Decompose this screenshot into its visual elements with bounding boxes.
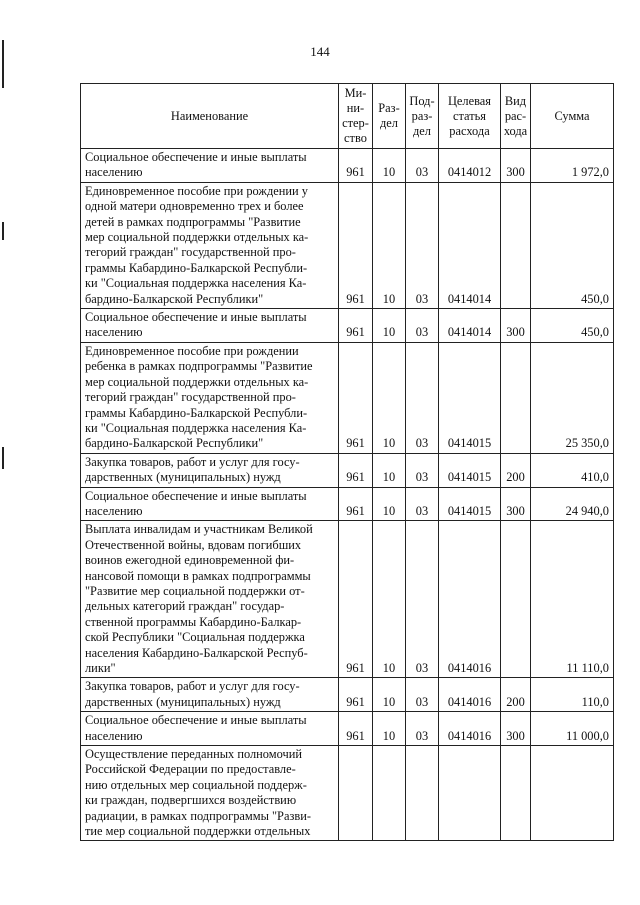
cell-section: 10 [373, 453, 406, 487]
cell-subsection: 03 [406, 309, 439, 343]
cell-target: 0414015 [439, 453, 501, 487]
page-number: 144 [310, 44, 330, 59]
cell-type [501, 182, 531, 308]
cell-subsection: 03 [406, 678, 439, 712]
cell-sum: 24 940,0 [531, 487, 614, 521]
cell-ministry: 961 [339, 309, 373, 343]
cell-ministry: 961 [339, 182, 373, 308]
cell-section: 10 [373, 521, 406, 678]
cell-subsection: 03 [406, 149, 439, 183]
table-row [81, 453, 614, 487]
cell-sum: 110,0 [531, 678, 614, 712]
cell-sum: 11 000,0 [531, 712, 614, 746]
cell-name: Социальное обеспечение и иные выплаты населению [81, 149, 339, 183]
cell-name: Социальное обеспечение и иные выплаты населению [81, 309, 339, 343]
cell-type [501, 521, 531, 678]
table-row [81, 746, 614, 841]
header-subsection: Под- раз- дел [406, 84, 439, 149]
cell-section: 10 [373, 487, 406, 521]
cell-ministry: 961 [339, 678, 373, 712]
cell-section: 10 [373, 342, 406, 453]
cell-name: Единовременное пособие при рождении у одной матери одновременно трех и более детей в рамках подпрограммы "Развитие мер социальной поддержки отдельных ка- тегорий граждан" государственной про- граммы Кабардино-Балкарской Республи- ки "Социальная поддержка населения Ка- бардино-Балкарской Республики" [81, 182, 339, 308]
cell-type: 300 [501, 487, 531, 521]
table-row [81, 521, 614, 678]
cell-target [439, 746, 501, 841]
cell-type: 200 [501, 453, 531, 487]
cell-sum: 25 350,0 [531, 342, 614, 453]
table-header-row [81, 84, 614, 149]
cell-ministry: 961 [339, 712, 373, 746]
cell-name: Закупка товаров, работ и услуг для госу- дарственных (муниципальных) нужд [81, 678, 339, 712]
cell-sum: 450,0 [531, 309, 614, 343]
cell-ministry: 961 [339, 521, 373, 678]
cell-target: 0414016 [439, 712, 501, 746]
cell-subsection: 03 [406, 487, 439, 521]
cell-ministry: 961 [339, 487, 373, 521]
cell-ministry: 961 [339, 149, 373, 183]
cell-sum: 450,0 [531, 182, 614, 308]
table-row [81, 182, 614, 308]
budget-table [80, 83, 614, 841]
cell-type: 300 [501, 149, 531, 183]
cell-section: 10 [373, 678, 406, 712]
cell-sum: 410,0 [531, 453, 614, 487]
cell-type [501, 342, 531, 453]
cell-sum [531, 746, 614, 841]
header-ministry: Ми- ни- стер- ство [339, 84, 373, 149]
header-name: Наименование [81, 84, 339, 149]
cell-section [373, 746, 406, 841]
cell-subsection: 03 [406, 712, 439, 746]
cell-subsection: 03 [406, 182, 439, 308]
table-row [81, 487, 614, 521]
cell-name: Закупка товаров, работ и услуг для госу- дарственных (муниципальных) нужд [81, 453, 339, 487]
margin-mark [2, 447, 4, 469]
cell-target: 0414012 [439, 149, 501, 183]
cell-type: 300 [501, 309, 531, 343]
cell-subsection: 03 [406, 342, 439, 453]
cell-ministry: 961 [339, 453, 373, 487]
cell-ministry: 961 [339, 342, 373, 453]
cell-name: Социальное обеспечение и иные выплаты населению [81, 712, 339, 746]
cell-name: Выплата инвалидам и участникам Великой Отечественной войны, вдовам погибших воинов ежегодной единовременной фи- нансовой помощи в рамках подпрограммы "Развитие мер социальной поддержки от- дельных категорий граждан" государ- ственной программы Кабардино-Балкар- ской Республики "Социальная поддержка населения Кабардино-Балкарской Респуб- лики" [81, 521, 339, 678]
header-target: Целевая статья расхода [439, 84, 501, 149]
cell-section: 10 [373, 182, 406, 308]
cell-subsection [406, 746, 439, 841]
cell-sum: 11 110,0 [531, 521, 614, 678]
cell-subsection: 03 [406, 453, 439, 487]
table-row [81, 342, 614, 453]
cell-target: 0414015 [439, 342, 501, 453]
cell-subsection: 03 [406, 521, 439, 678]
header-sum: Сумма [531, 84, 614, 149]
cell-target: 0414014 [439, 182, 501, 308]
cell-type: 200 [501, 678, 531, 712]
cell-name: Единовременное пособие при рождении ребенка в рамках подпрограммы "Развитие мер социальной поддержки отдельных ка- тегорий граждан" государственной про- граммы Кабардино-Балкарской Республи- ки "Социальная поддержка населения Ка- бардино-Балкарской Республики" [81, 342, 339, 453]
cell-target: 0414014 [439, 309, 501, 343]
cell-target: 0414016 [439, 521, 501, 678]
header-type: Вид рас- хода [501, 84, 531, 149]
cell-ministry [339, 746, 373, 841]
cell-section: 10 [373, 149, 406, 183]
table-row [81, 678, 614, 712]
table-row [81, 712, 614, 746]
cell-type [501, 746, 531, 841]
margin-mark [2, 222, 4, 240]
header-section: Раз- дел [373, 84, 406, 149]
table-row [81, 149, 614, 183]
cell-target: 0414016 [439, 678, 501, 712]
cell-type: 300 [501, 712, 531, 746]
table-row [81, 309, 614, 343]
cell-section: 10 [373, 309, 406, 343]
margin-mark [2, 40, 4, 88]
cell-target: 0414015 [439, 487, 501, 521]
cell-sum: 1 972,0 [531, 149, 614, 183]
cell-section: 10 [373, 712, 406, 746]
cell-name: Осуществление переданных полномочий Российской Федерации по предоставле- нию отдельных мер социальной поддерж- ки граждан, подвергшихся воздействию радиации, в рамках подпрограммы "Разви- тие мер социальной поддержки отдельных [81, 746, 339, 841]
cell-name: Социальное обеспечение и иные выплаты населению [81, 487, 339, 521]
